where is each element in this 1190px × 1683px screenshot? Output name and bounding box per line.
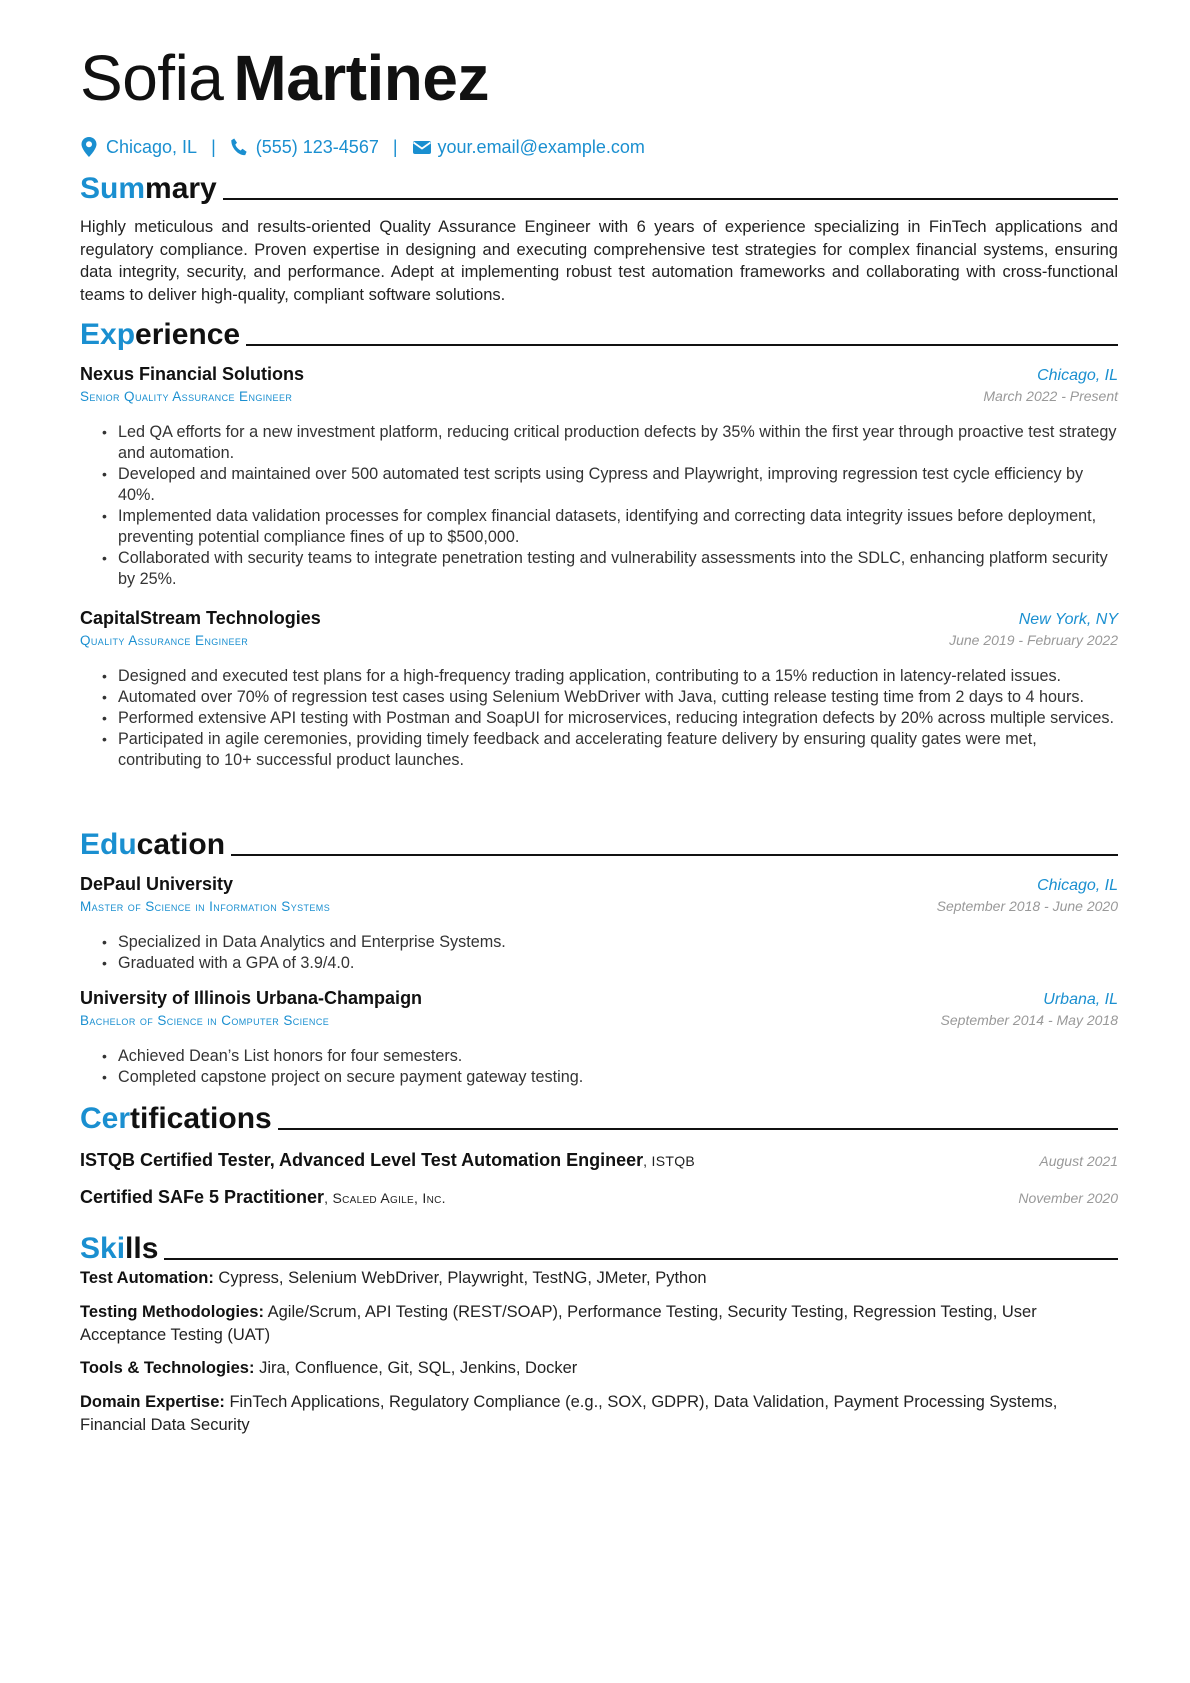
section-rule (231, 854, 1118, 856)
section-rule (223, 198, 1118, 200)
job-location: Chicago, IL (1037, 367, 1118, 384)
skill-label: Test Automation: (80, 1269, 214, 1287)
list-item: • Designed and executed test plans for a high-frequency trading application, contributing to a 15% reduction in latency-related issues. (118, 666, 1118, 687)
skill-label: Testing Methodologies: (80, 1303, 264, 1321)
certification-name: Certified SAFe 5 Practitioner (80, 1187, 325, 1207)
section-title: Experience (80, 318, 241, 351)
certification-item: ISTQB Certified Tester, Advanced Level Test Automation Engineer, ISTQB August 2021 (80, 1150, 1118, 1170)
certifications-heading (80, 1098, 1118, 1136)
location-text: Chicago, IL (106, 136, 198, 157)
summary-text: Highly meticulous and results-oriented Quality Assurance Engineer with 6 years of experience specializing in FinTech applications and regulatory compliance. Proven expertise in designing and executing comprehensive test strategies for complex financial systems, ensuring data integrity, security, and performance. Adept at implementing robust test automation frameworks and collaborating with cross-functional teams to deliver high-quality, compliant software solutions. (80, 218, 1118, 304)
experience-heading (80, 314, 1118, 352)
degree-title: Bachelor of Science in Computer Science (80, 1013, 330, 1028)
phone-icon (230, 137, 248, 157)
education-entry (80, 874, 1118, 974)
study-dates: September 2014 - May 2018 (940, 1012, 1118, 1028)
list-item: • Specialized in Data Analytics and Enterprise Systems. (118, 932, 1118, 953)
list-item: • Developed and maintained over 500 automated test scripts using Cypress and Playwright, improving regression test cycle efficiency by 40%. (118, 464, 1118, 506)
experience-entry (80, 608, 1118, 771)
first-name: Sofia (80, 42, 224, 114)
skill-value: FinTech Applications, Regulatory Compliance (e.g., SOX, GDPR), Data Validation, Payment Processing Systems, Financial Data Security (80, 1393, 1058, 1434)
education-entry (80, 988, 1118, 1088)
school-name: University of Illinois Urbana-Champaign (80, 988, 423, 1008)
phone-text: (555) 123-4567 (255, 136, 379, 157)
job-title: Senior Quality Assurance Engineer (80, 389, 293, 404)
list-item: • Achieved Dean’s List honors for four semesters. (118, 1046, 1118, 1067)
list-item: • Performed extensive API testing with Postman and SoapUI for microservices, reducing integration defects by 20% across multiple services. (118, 708, 1118, 729)
skill-row (80, 1267, 1118, 1290)
skill-label: Tools & Technologies: (80, 1359, 255, 1377)
list-item: • Graduated with a GPA of 3.9/4.0. (118, 953, 1118, 974)
section-title: Education (80, 828, 226, 861)
last-name: Martinez (233, 42, 489, 114)
certification-date: November 2020 (1018, 1190, 1118, 1206)
contact-line (80, 133, 645, 161)
education-heading (80, 824, 1118, 862)
section-rule (246, 344, 1118, 346)
school-name: DePaul University (80, 874, 234, 894)
education-detail-list (80, 932, 1118, 974)
skill-row (80, 1391, 1118, 1436)
job-dates: March 2022 - Present (983, 388, 1118, 404)
degree-title: Master of Science in Information Systems (80, 899, 331, 914)
list-item: • Collaborated with security teams to integrate penetration testing and vulnerability assessments into the SDLC, enhancing platform security by 25%. (118, 548, 1118, 590)
achievement-list (80, 666, 1118, 771)
skill-row (80, 1301, 1118, 1346)
section-title: Skills (80, 1232, 159, 1265)
certification-name: ISTQB Certified Tester, Advanced Level Test Automation Engineer (80, 1150, 644, 1170)
list-item: • Completed capstone project on secure payment gateway testing. (118, 1067, 1118, 1088)
map-pin-icon (80, 137, 98, 157)
section-rule (278, 1128, 1118, 1130)
skill-label: Domain Expertise: (80, 1393, 225, 1411)
envelope-icon (412, 137, 430, 157)
skill-value: Cypress, Selenium WebDriver, Playwright, TestNG, JMeter, Python (218, 1269, 707, 1287)
contact-separator: | (392, 136, 398, 157)
candidate-name (80, 38, 489, 118)
school-location: Chicago, IL (1037, 877, 1118, 894)
company-name: Nexus Financial Solutions (80, 364, 305, 384)
achievement-list (80, 422, 1118, 590)
list-item: • Automated over 70% of regression test cases using Selenium WebDriver with Java, cutting release testing time from 2 days to 4 hours. (118, 687, 1118, 708)
job-dates: June 2019 - February 2022 (949, 632, 1118, 648)
section-title: Summary (80, 172, 217, 205)
email-link[interactable]: your.email@example.com (437, 136, 645, 157)
school-location: Urbana, IL (1043, 991, 1118, 1008)
education-detail-list (80, 1046, 1118, 1088)
list-item: • Led QA efforts for a new investment platform, reducing critical production defects by 35% within the first year through proactive test strategy and automation. (118, 422, 1118, 464)
section-rule (164, 1258, 1118, 1260)
job-location: New York, NY (1018, 611, 1118, 628)
skills-heading (80, 1228, 1118, 1266)
certification-issuer: ISTQB (651, 1153, 696, 1169)
certification-date: August 2021 (1039, 1153, 1118, 1169)
skill-value: Jira, Confluence, Git, SQL, Jenkins, Docker (259, 1359, 578, 1377)
section-title: Certifications (80, 1102, 272, 1135)
job-title: Quality Assurance Engineer (80, 633, 249, 648)
skill-row (80, 1357, 1118, 1380)
company-name: CapitalStream Technologies (80, 608, 321, 628)
certification-item: Certified SAFe 5 Practitioner, Scaled Agile, Inc. November 2020 (80, 1187, 1118, 1207)
certification-issuer: Scaled Agile, Inc. (332, 1190, 446, 1206)
list-item: • Implemented data validation processes for complex financial datasets, identifying and correcting data integrity issues before deployment, preventing potential compliance fines of up to $500,000. (118, 506, 1118, 548)
summary-heading (80, 168, 1118, 206)
experience-entry (80, 364, 1118, 590)
study-dates: September 2018 - June 2020 (936, 898, 1118, 914)
skill-value: Agile/Scrum, API Testing (REST/SOAP), Performance Testing, Security Testing, Regression Testing, User Acceptance Testing (UAT) (80, 1303, 1037, 1344)
contact-separator: | (211, 136, 216, 157)
list-item: • Participated in agile ceremonies, providing timely feedback and accelerating feature delivery by ensuring quality gates were met, contributing to 10+ successful product launches. (118, 729, 1118, 771)
